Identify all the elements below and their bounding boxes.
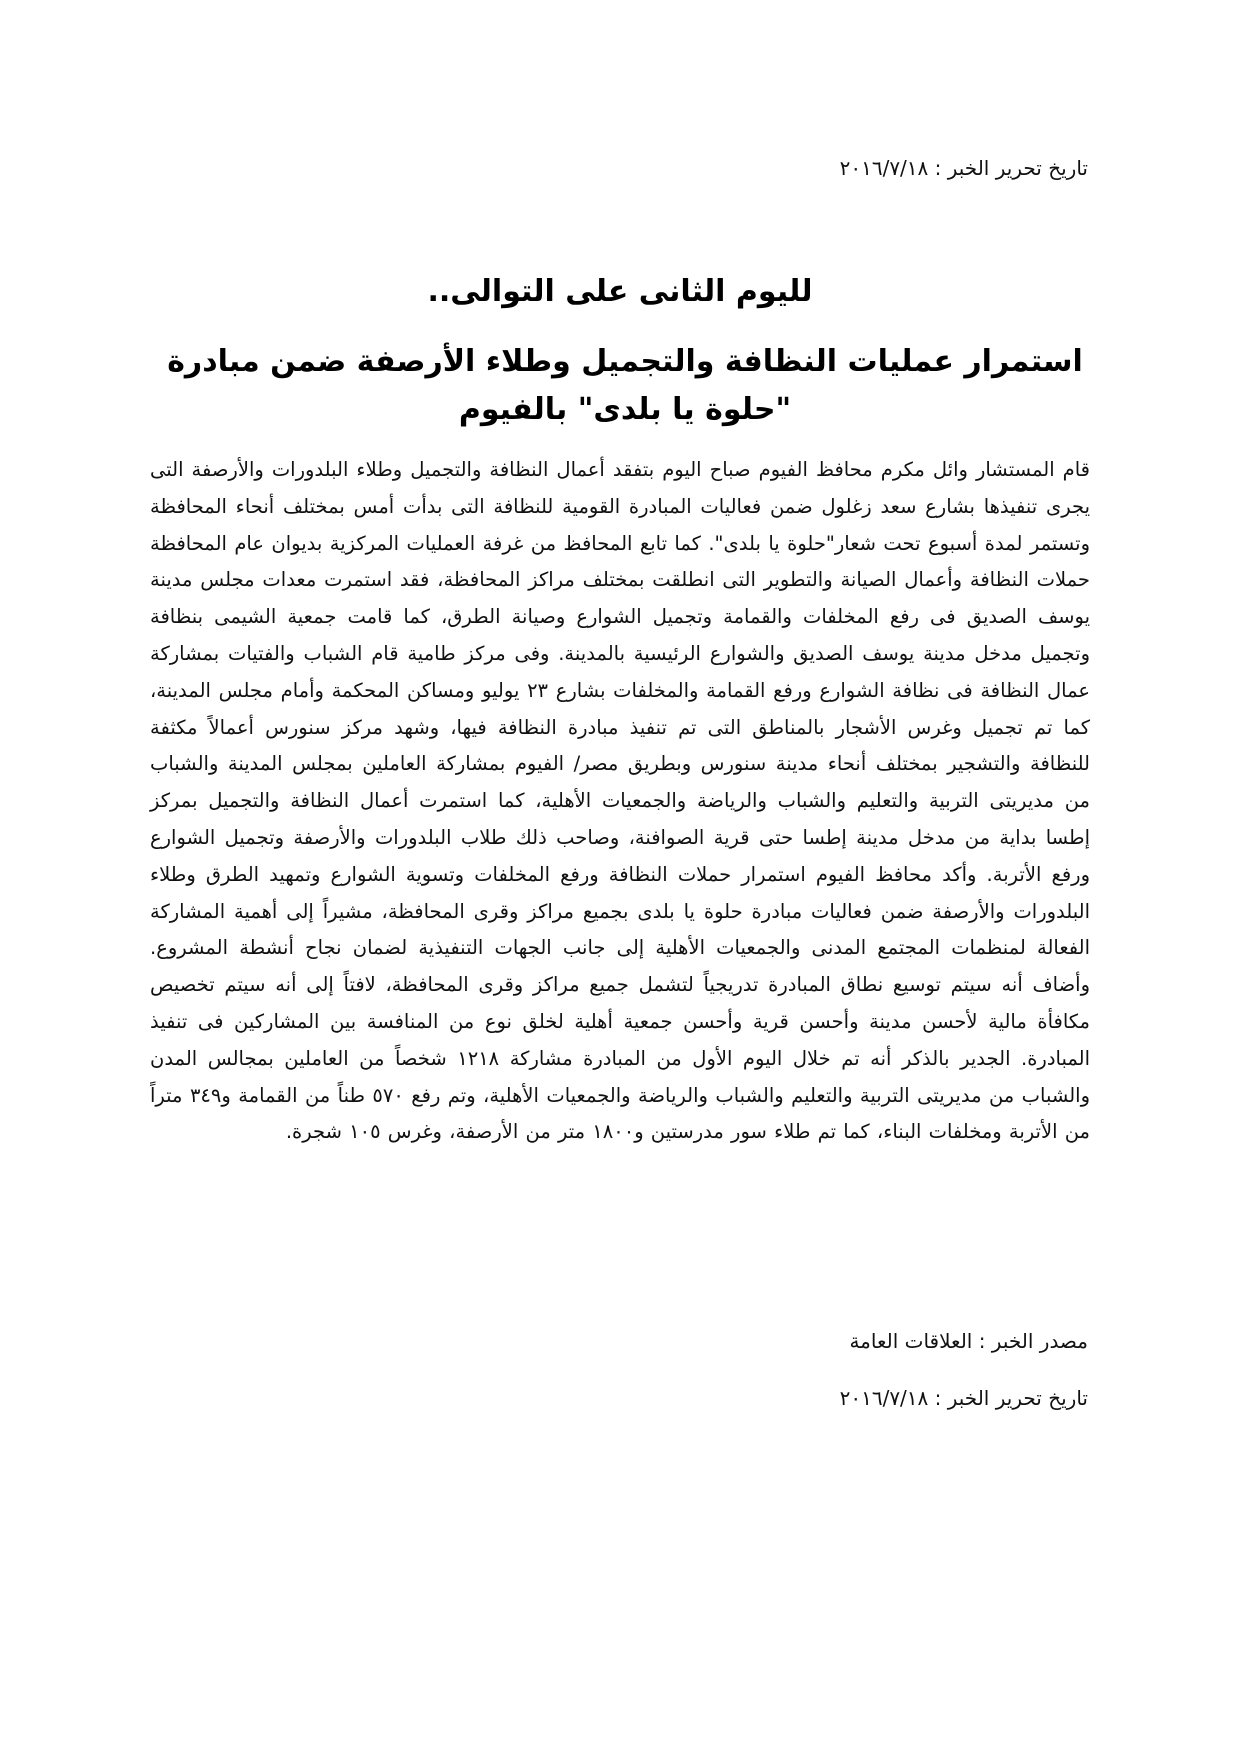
headline-kicker: لليوم الثانى على التوالى.. — [427, 274, 813, 309]
news-source: مصدر الخبر : العلاقات العامة — [849, 1329, 1088, 1353]
article-body: قام المستشار وائل مكرم محافظ الفيوم صباح اليوم بتفقد أعمال النظافة والتجميل وطلاء البلدورات والأرصفة التى يجرى تنفيذها بشارع سعد زغلول ضمن فعاليات المبادرة القومية للنظافة التى بدأت أمس بمختلف أنحاء المحافظة وتستمر لمدة أسبوع تحت شعار"حلوة يا بلدى". كما تابع المحافظ من غرفة العمليات المركزية بديوان عام المحافظة حملات النظافة وأعمال الصيانة والتطوير التى انطلقت بمختلف مراكز المحافظة، فقد استمرت معدات مجلس مدينة يوسف الصديق فى رفع المخلفات والقمامة وتجميل الشوارع وصيانة الطرق، كما قامت جمعية الشيمى بنظافة وتجميل مدخل مدينة يوسف الصديق والشوارع الرئيسية بالمدينة. وفى مركز طامية قام الشباب والفتيات بمشاركة عمال النظافة فى نظافة الشوارع ورفع القمامة والمخلفات بشارع ٢٣ يوليو ومساكن المحكمة وأمام مجلس المدينة، كما تم تجميل وغرس الأشجار بالمناطق التى تم تنفيذ مبادرة النظافة فيها، وشهد مركز سنورس أعمالاً مكثفة للنظافة والتشجير بمختلف أنحاء مدينة سنورس وبطريق مصر/ الفيوم بمشاركة العاملين بمجلس المدينة والشباب من مديريتى التربية والتعليم والشباب والرياضة والجمعيات الأهلية، كما استمرت أعمال النظافة والتجميل بمركز إطسا بداية من مدخل مدينة إطسا حتى قرية الصوافنة، وصاحب ذلك طلاب البلدورات والأرصفة وتجميل الشوارع ورفع الأتربة. وأكد محافظ الفيوم استمرار حملات النظافة ورفع المخلفات وتسوية الشوارع وتمهيد الطرق وطلاء البلدورات والأرصفة ضمن فعاليات مبادرة حلوة يا بلدى بجميع مراكز وقرى المحافظة، مشيراً إلى أهمية المشاركة الفعالة لمنظمات المجتمع المدنى والجمعيات الأهلية إلى جانب الجهات التنفيذية لضمان نجاح أنشطة المشروع. وأضاف أنه سيتم توسيع نطاق المبادرة تدريجياً لتشمل جميع مراكز وقرى المحافظة، لافتاً إلى أنه سيتم تخصيص مكافأة مالية لأحسن مدينة وأحسن قرية وأحسن جمعية أهلية لخلق نوع من المنافسة بين المشاركين فى تنفيذ المبادرة. الجدير بالذكر أنه تم خلال اليوم الأول من المبادرة مشاركة ١٢١٨ شخصاً من العاملين بمجالس المدن والشباب من مديريتى التربية والتعليم والشباب والرياضة والجمعيات الأهلية، وتم رفع ٥٧٠ طناً من القمامة و٣٤٩ متراً من الأتربة ومخلفات البناء، كما تم طلاء سور مدرستين و١٨٠٠ متر من الأرصفة، وغرس ١٠٥ شجرة. — [150, 458, 1090, 1144]
headline-main: استمرار عمليات النظافة والتجميل وطلاء الأرصفة ضمن مبادرة "حلوة يا بلدى" بالفيوم — [167, 344, 1083, 427]
news-date-top: تاريخ تحرير الخبر : ٢٠١٦/٧/١٨ — [839, 156, 1088, 180]
news-date-bottom: تاريخ تحرير الخبر : ٢٠١٦/٧/١٨ — [839, 1386, 1088, 1410]
